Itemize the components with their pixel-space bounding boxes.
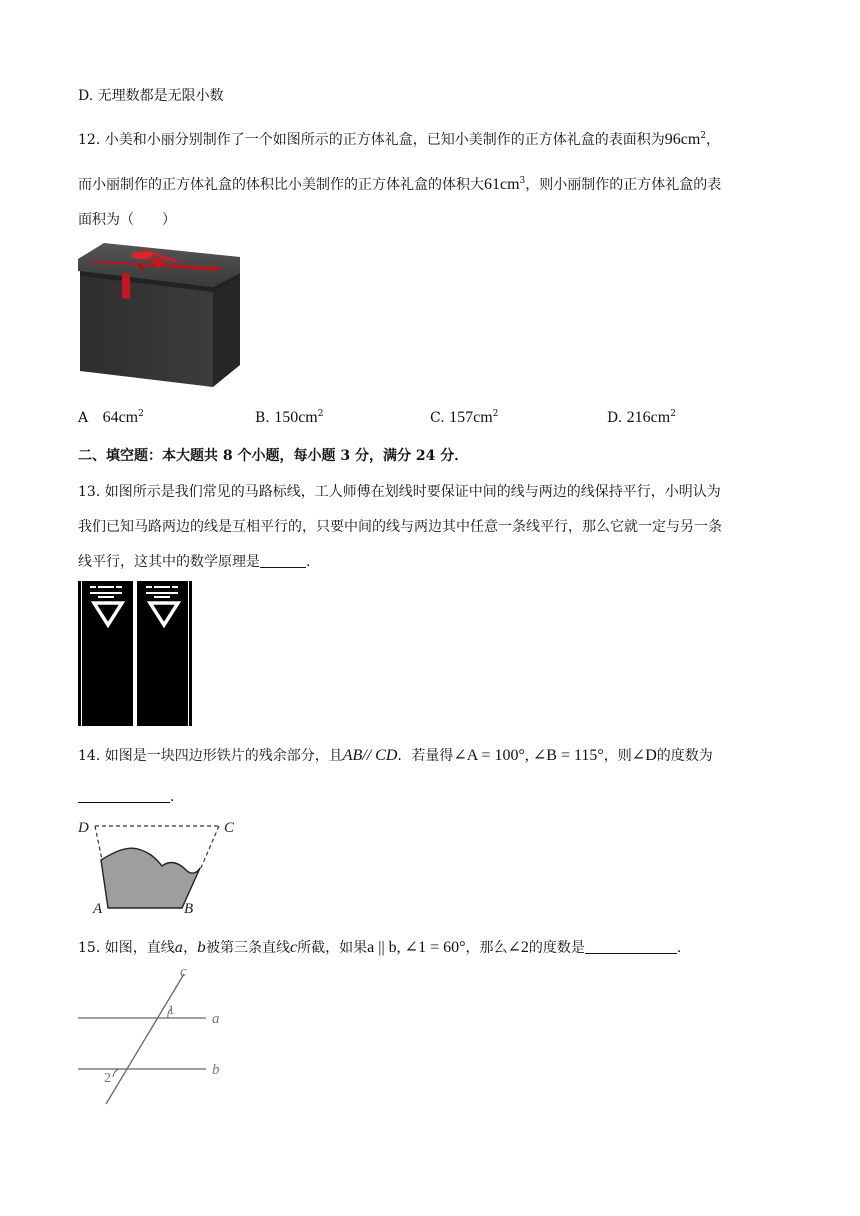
q15-text-3: 所截，如果 bbox=[297, 940, 368, 956]
q12-option-a-label: A bbox=[78, 410, 89, 426]
label-c: C bbox=[224, 820, 235, 836]
q14-angle-d: ∠D bbox=[631, 747, 657, 764]
q12-line3: 面积为（ ） bbox=[78, 212, 176, 228]
q12-option-a-exponent: 2 bbox=[138, 409, 144, 419]
q12-option-d-exponent: 2 bbox=[670, 409, 676, 419]
label-d: D bbox=[78, 820, 89, 836]
q15-line-b: b bbox=[197, 940, 207, 956]
q15-text-5: 的度数是 bbox=[528, 940, 585, 956]
q15-line-a: a bbox=[174, 940, 184, 956]
q12-line2 bbox=[78, 171, 721, 195]
q12-option-b[interactable] bbox=[255, 404, 323, 428]
q14-parallel-condition: AB// CD bbox=[342, 747, 398, 764]
label-line-a: a bbox=[212, 1011, 220, 1027]
q13-answer-blank[interactable] bbox=[260, 553, 306, 568]
q15-text-2: 被第三条直线 bbox=[206, 940, 291, 956]
q12-option-d-label: D. bbox=[607, 410, 623, 426]
q12-line1-end: ， bbox=[706, 132, 720, 148]
label-angle-1: 1 bbox=[168, 1002, 175, 1017]
parallel-lines-figure bbox=[76, 964, 236, 1108]
q14-line1 bbox=[78, 746, 713, 766]
q12-option-b-exponent: 2 bbox=[317, 409, 324, 419]
q15-answer-blank[interactable] bbox=[585, 939, 677, 954]
q13-text-3: 线平行，这其中的数学原理是 bbox=[78, 554, 260, 570]
q14-angle-condition: ∠A = 100°, ∠B = 115° bbox=[453, 747, 604, 764]
label-line-b: b bbox=[212, 1062, 220, 1078]
label-a: A bbox=[93, 901, 103, 917]
q12-option-c-value: 157cm bbox=[449, 409, 493, 426]
q11-option-d: D. 无理数都是无限小数 bbox=[78, 88, 224, 104]
q12-text-2: 而小丽制作的正方体礼盒的体积比小美制作的正方体礼盒的体积大 bbox=[78, 177, 484, 193]
q12-area-value: 96cm bbox=[664, 131, 701, 148]
q15-text-1: 如图，直线 bbox=[104, 940, 175, 956]
q13-line1 bbox=[78, 482, 721, 502]
q13-text-1: 如图所示是我们常见的马路标线，工人师傅在划线时要保证中间的线与两边的线保持平行，小明认为 bbox=[104, 484, 721, 500]
q14-text-2: ．若量得 bbox=[397, 748, 454, 764]
q12-line1 bbox=[78, 126, 720, 150]
road-markings-figure bbox=[78, 581, 192, 726]
q14-number: 14. bbox=[78, 748, 101, 764]
label-b: B bbox=[184, 901, 194, 917]
q12-volume-value: 61cm bbox=[484, 176, 520, 193]
q12-text-1: 小美和小丽分别制作了一个如图所示的正方体礼盒，已知小美制作的正方体礼盒的表面积为 bbox=[104, 132, 665, 148]
q12-option-b-value: 150cm bbox=[274, 409, 318, 426]
section-heading: 二、填空题：本大题共 8 个小题，每小题 3 分，满分 24 分． bbox=[78, 448, 469, 464]
q12-option-d[interactable] bbox=[607, 404, 676, 428]
q12-option-d-value: 216cm bbox=[626, 409, 671, 426]
gift-box-figure bbox=[78, 243, 242, 389]
q15-angle-2: ∠2 bbox=[507, 939, 529, 956]
q13-end: . bbox=[306, 554, 311, 570]
q12-option-a-value: 64cm bbox=[102, 409, 139, 426]
q12-area-exponent: 2 bbox=[700, 131, 706, 141]
q12-volume-exponent: 3 bbox=[519, 176, 526, 186]
q12-option-c[interactable] bbox=[430, 404, 498, 428]
q14-answer-blank[interactable] bbox=[78, 788, 170, 803]
q12-number: 12. bbox=[78, 132, 101, 148]
q15-sep: ， bbox=[183, 940, 198, 956]
q15-end: . bbox=[676, 940, 682, 956]
q13-line3 bbox=[78, 552, 310, 572]
quadrilateral-figure bbox=[74, 814, 244, 918]
q12-option-c-label: C. bbox=[430, 410, 445, 426]
label-line-c: c bbox=[180, 964, 187, 980]
q15-line1 bbox=[78, 938, 681, 958]
q15-number: 15. bbox=[78, 940, 101, 956]
q14-line2 bbox=[78, 787, 174, 807]
q12-option-a[interactable] bbox=[78, 404, 144, 428]
q12-option-c-exponent: 2 bbox=[492, 409, 499, 419]
q12-option-b-label: B. bbox=[255, 410, 270, 426]
q13-number: 13. bbox=[78, 484, 101, 500]
q15-text-4: ，那么 bbox=[465, 940, 508, 956]
q15-line-c: c bbox=[290, 939, 298, 956]
q15-condition: a || b, ∠1 = 60° bbox=[367, 939, 466, 956]
q14-text-1: 如图是一块四边形铁片的残余部分，且 bbox=[104, 748, 343, 764]
q12-text-3: ，则小丽制作的正方体礼盒的表 bbox=[525, 177, 722, 193]
q14-text-4: 的度数为 bbox=[656, 748, 713, 764]
q13-line2: 我们已知马路两边的线是互相平行的，只要中间的线与两边其中任意一条线平行，那么它就一定与另一条 bbox=[78, 519, 722, 535]
label-angle-2: 2 bbox=[104, 1071, 111, 1086]
q14-text-3: ，则 bbox=[603, 748, 632, 764]
q14-end: . bbox=[170, 789, 175, 805]
